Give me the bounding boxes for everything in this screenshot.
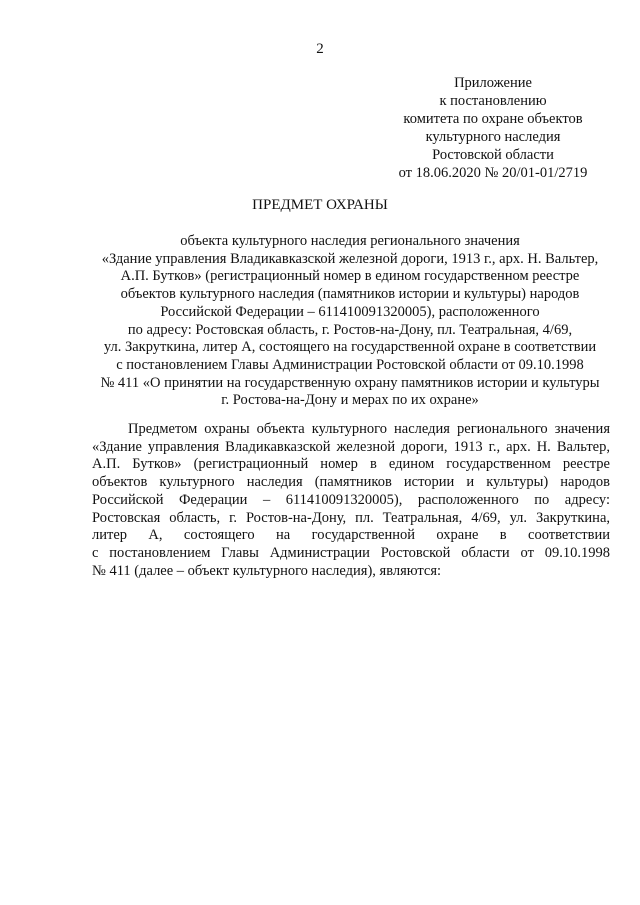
page-number: 2 [316, 41, 324, 57]
description-line: А.П. Бутков» (регистрационный номер в едином государственном реестре [120, 268, 580, 285]
paragraph-line: А.П. Бутков» (регистрационный номер в едином государственном реестре [92, 456, 610, 473]
paragraph-line: Предметом охраны объекта культурного наследия регионального значения [128, 421, 610, 437]
description-line: ул. Закруткина, литер А, состоящего на государственной охране в соответствии [103, 339, 597, 356]
paragraph-line: № 411 (далее – объект культурного наследия), являются: [92, 562, 442, 579]
paragraph-line: объектов культурного наследия (памятников истории и культуры) народов [92, 474, 610, 491]
appendix-line: комитета по охране объектов [403, 111, 583, 127]
description-line: объекта культурного наследия регионального значения [180, 233, 520, 249]
appendix-line: Ростовской области [432, 147, 554, 163]
appendix-line: Приложение [454, 75, 532, 91]
description-line: с постановлением Главы Администрации Ростовской области от 09.10.1998 [116, 356, 584, 373]
description-line: г. Ростова-на-Дону и мерах по их охране» [221, 392, 479, 409]
body-paragraph [92, 421, 610, 580]
appendix-line: культурного наследия [425, 129, 561, 145]
paragraph-line: «Здание управления Владикавказской железной дороги, 1913 г., арх. Н. Вальтер, [92, 438, 610, 455]
paragraph-line: Ростовская область, г. Ростов-на-Дону, пл. Театральная, 4/69, ул. Закруткина, [92, 509, 610, 526]
description-line: по адресу: Ростовская область, г. Ростов-на-Дону, пл. Театральная, 4/69, [127, 321, 573, 338]
document-title: ПРЕДМЕТ ОХРАНЫ [252, 197, 388, 213]
object-description [90, 233, 610, 410]
paragraph-line: Российской Федерации – 611410091320005), расположенного по адресу: [92, 491, 610, 508]
appendix-block [388, 74, 598, 182]
description-line: объектов культурного наследия (памятников истории и культуры) народов [120, 286, 580, 303]
description-line: Российской Федерации – 611410091320005), расположенного [160, 303, 540, 320]
description-line: № 411 «О принятии на государственную охрану памятников истории и культуры [100, 374, 600, 391]
paragraph-line: литер А, состоящего на государственной охране в соответствии [92, 527, 610, 544]
paragraph-line: с постановлением Главы Администрации Ростовской области от 09.10.1998 [92, 544, 610, 561]
description-line: «Здание управления Владикавказской железной дороги, 1913 г., арх. Н. Вальтер, [101, 250, 599, 267]
appendix-line: к постановлению [439, 93, 547, 109]
appendix-date-line: от 18.06.2020 № 20/01-01/2719 [398, 165, 588, 181]
